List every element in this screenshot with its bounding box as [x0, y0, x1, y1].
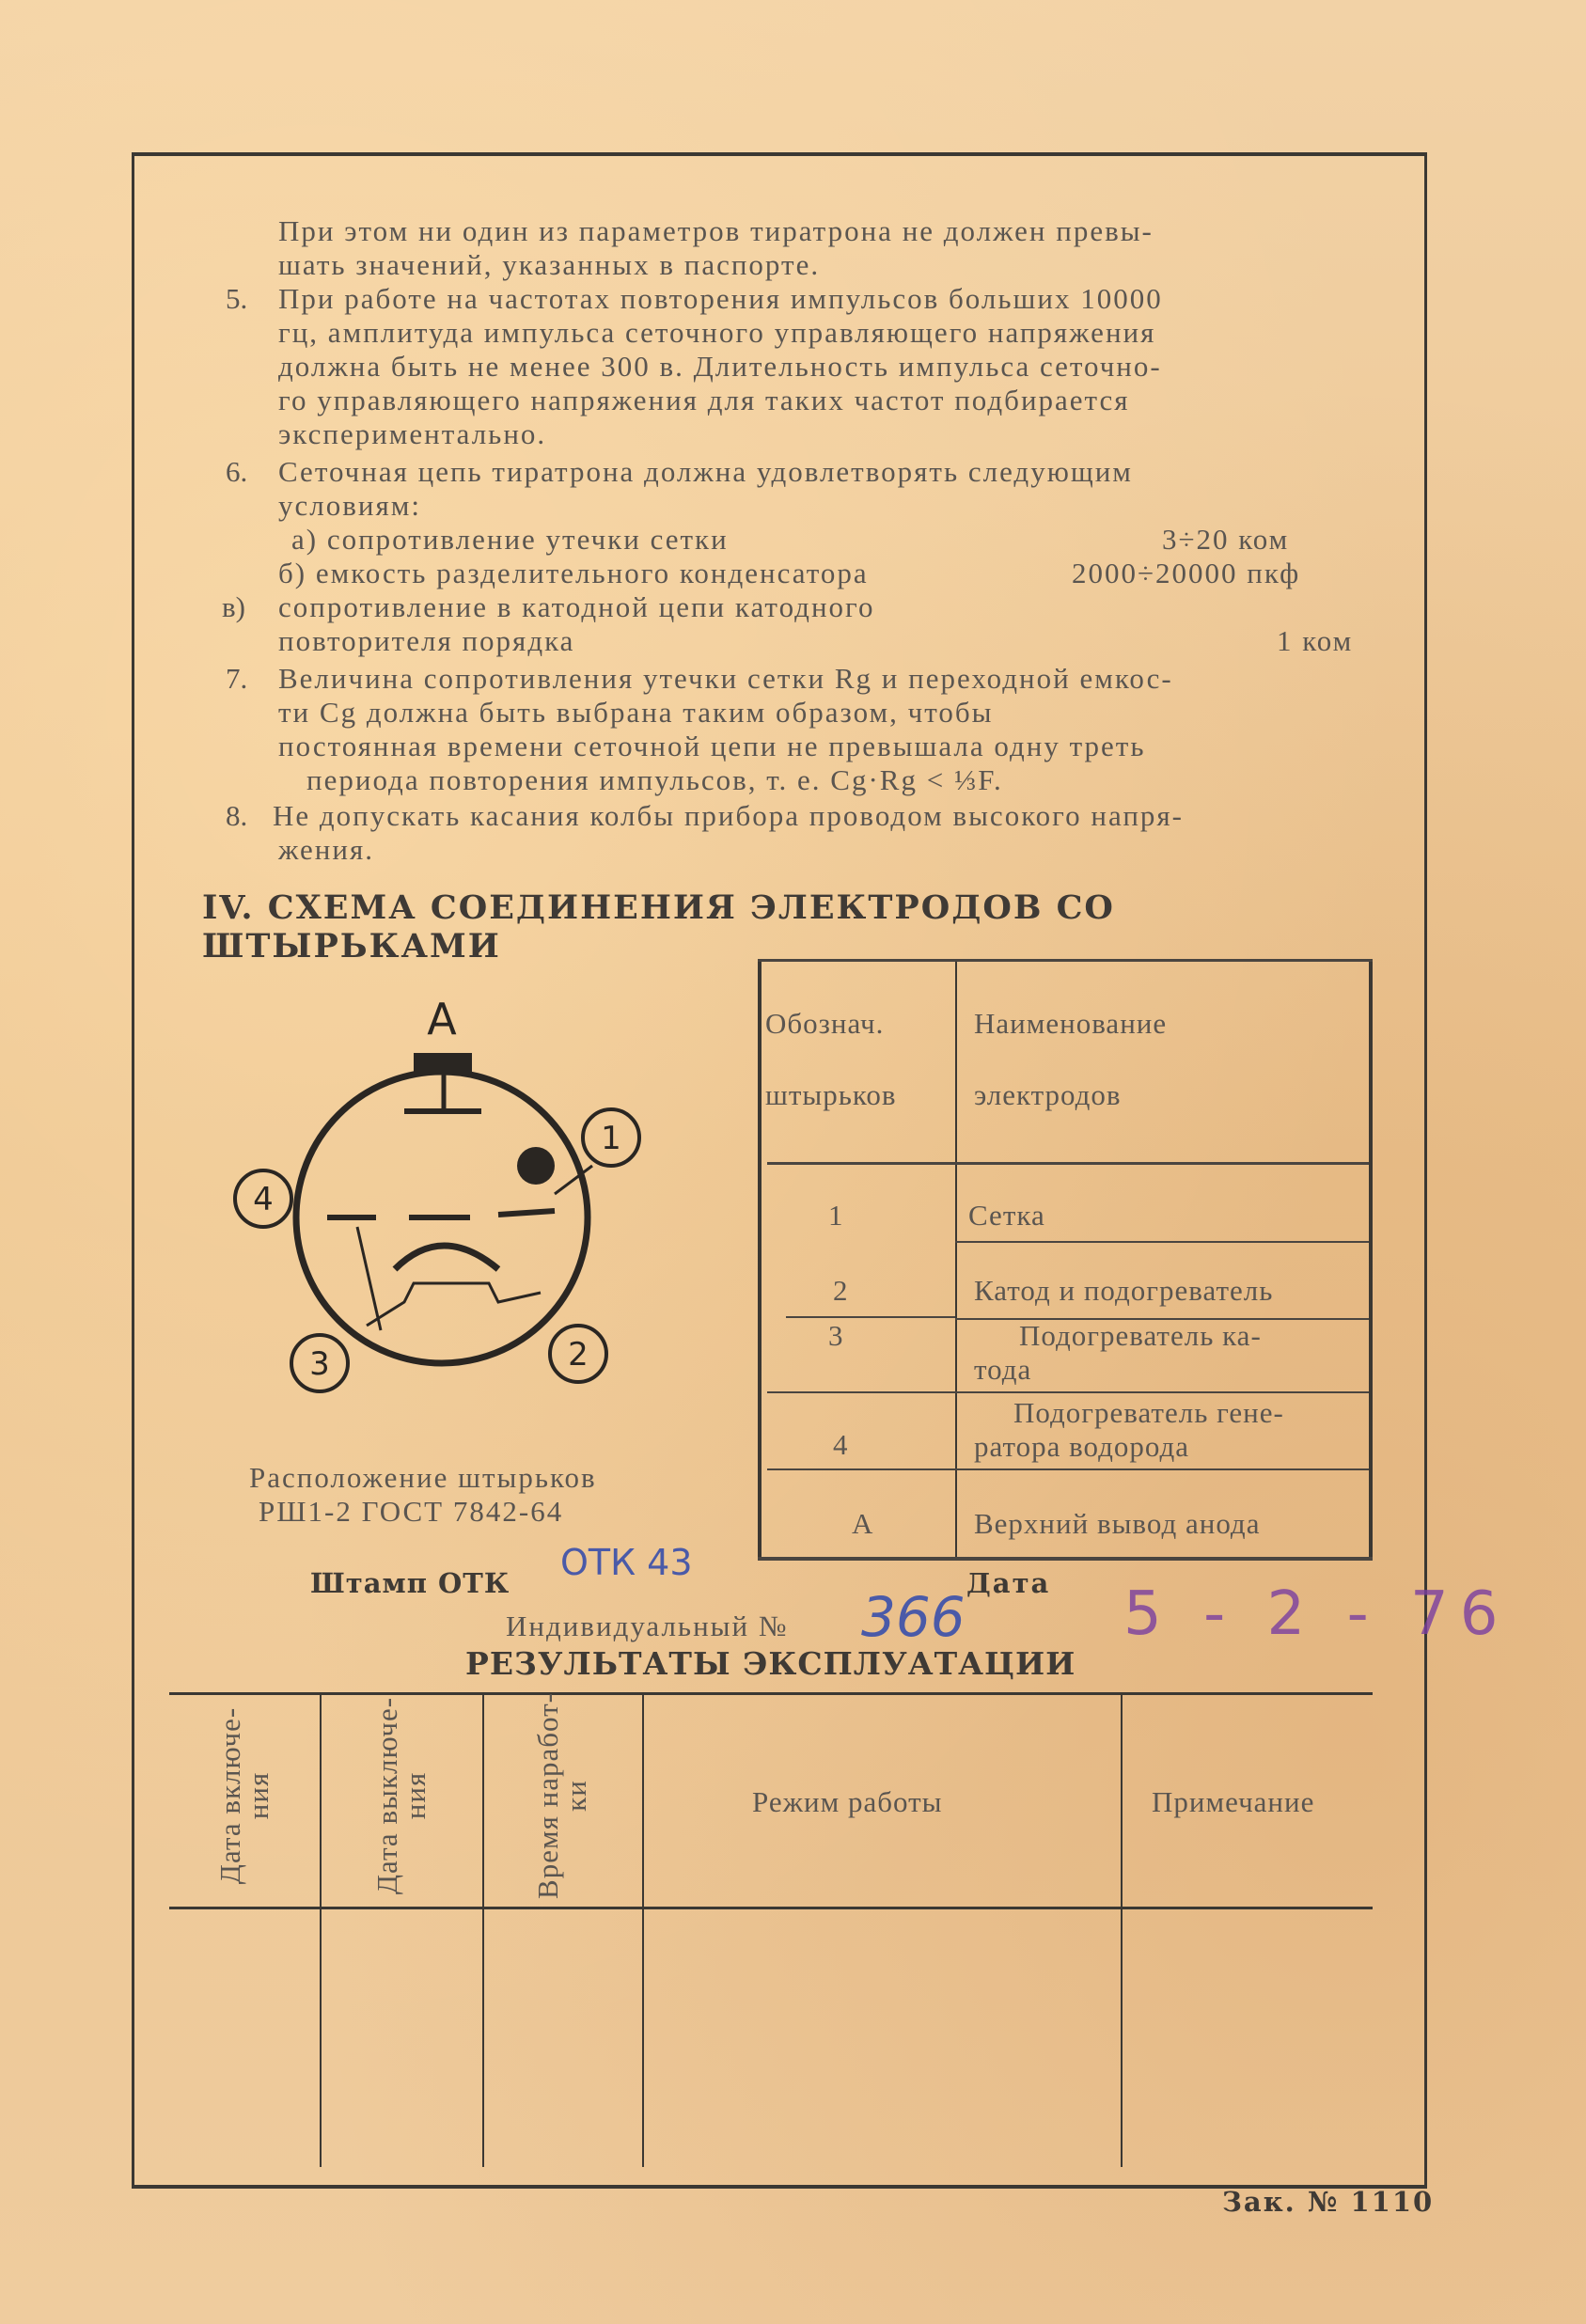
value-text: 1 ком — [1277, 624, 1354, 657]
diagram-caption: РШ1-2 ГОСТ 7842-64 — [259, 1495, 564, 1528]
text-line: б) емкость разделительного конденсатора — [278, 557, 869, 589]
text-line: а) сопротивление утечки сетки — [291, 523, 729, 556]
text-line: условиям: — [278, 489, 421, 522]
name-cell: ратора водорода — [974, 1430, 1190, 1463]
text-line: постоянная времени сеточной цепи не превышала одну треть — [278, 730, 1146, 762]
text-line: При этом ни один из параметров тиратрона не должен превы- — [278, 214, 1154, 247]
item-number: 7. — [226, 662, 248, 695]
pin-cell: А — [852, 1507, 874, 1540]
text-line: го управляющего напряжения для таких частот подбирается — [278, 384, 1130, 416]
col-header: Примечание — [1152, 1785, 1315, 1818]
pin-4-label: 4 — [253, 1181, 274, 1218]
anode-cap — [414, 1053, 472, 1074]
text-line: При работе на частотах повторения импульсов больших 10000 — [278, 282, 1163, 315]
pin-1-label: 1 — [601, 1120, 621, 1157]
value-text: 3÷20 ком — [1162, 523, 1290, 556]
col-header: Время наработ-ки — [531, 1692, 592, 1899]
text-line: сопротивление в катодной цепи катодного — [278, 590, 875, 623]
stamp-label: Штамп ОТК — [310, 1567, 510, 1599]
pin-cell: 3 — [828, 1319, 844, 1352]
individual-number: 366 — [861, 1585, 966, 1649]
text-line: ти Cg должна быть выбрана таким образом, чтобы — [278, 696, 994, 729]
text-line: периода повторения импульсов, т. е. Cg·Rg < ⅓F. — [306, 763, 1003, 796]
date-stamp: 5 - 2 - 76 — [1123, 1579, 1510, 1649]
text-line: экспериментально. — [278, 417, 547, 450]
generator-dot — [517, 1147, 555, 1185]
pin-diagram — [216, 968, 667, 1401]
heater-line — [367, 1283, 541, 1326]
text-line: жения. — [278, 833, 374, 866]
item-mark: в) — [222, 590, 245, 623]
text-line: шать значений, указанных в паспорте. — [278, 248, 821, 281]
header-cell: Наименование — [974, 1007, 1168, 1040]
otk-stamp: ОТК 43 — [560, 1542, 693, 1583]
text-line: гц, амплитуда импульса сеточного управляющего напряжения — [278, 316, 1156, 349]
grid-dash — [498, 1211, 555, 1215]
name-cell: Подогреватель гене- — [1013, 1396, 1284, 1429]
value-text: 2000÷20000 пкф — [1072, 557, 1301, 589]
pin-cell: 1 — [828, 1199, 844, 1232]
results-table — [169, 1692, 1373, 2167]
text-line: должна быть не менее 300 в. Длительность импульса сеточно- — [278, 350, 1162, 383]
wire — [357, 1227, 381, 1330]
diagram-caption: Расположение штырьков — [249, 1461, 597, 1494]
date-label: Дата — [966, 1567, 1051, 1599]
order-number: Зак. № 1110 — [1222, 2186, 1435, 2218]
name-cell: Верхний вывод анода — [974, 1507, 1261, 1540]
item-number: 8. — [226, 799, 248, 832]
header-cell: электродов — [974, 1078, 1122, 1111]
col-header: Режим работы — [752, 1785, 943, 1818]
pin-cell: 2 — [833, 1274, 849, 1307]
anode-label: А — [427, 994, 457, 1044]
header-cell: штырьков — [765, 1078, 897, 1111]
pin-2-label: 2 — [568, 1336, 589, 1374]
section-heading: IV. СХЕМА СОЕДИНЕНИЯ ЭЛЕКТРОДОВ СО ШТЫРЬКАМИ — [202, 888, 1115, 966]
text-line: Сеточная цепь тиратрона должна удовлетворять следующим — [278, 455, 1133, 488]
col-header: Дата включе-ния — [213, 1706, 275, 1885]
text-line: повторителя порядка — [278, 624, 575, 657]
individual-label: Индивидуальный № — [506, 1610, 789, 1642]
text-line: Величина сопротивления утечки сетки Rg и переходной емкос- — [278, 662, 1173, 695]
item-number: 5. — [226, 282, 248, 315]
item-number: 6. — [226, 455, 248, 488]
header-cell: Обознач. — [765, 1007, 885, 1040]
name-cell: Подогреватель ка- — [1019, 1319, 1262, 1352]
results-title: РЕЗУЛЬТАТЫ ЭКСПЛУАТАЦИИ — [465, 1645, 1076, 1682]
pin-cell: 4 — [833, 1428, 849, 1461]
name-cell: Катод и подогреватель — [974, 1274, 1274, 1307]
pin-table — [758, 959, 1373, 1561]
text-line: Не допускать касания колбы прибора проводом высокого напря- — [273, 799, 1184, 832]
name-cell: тода — [974, 1353, 1032, 1386]
name-cell: Сетка — [968, 1199, 1045, 1232]
pin-3-label: 3 — [309, 1345, 330, 1383]
col-header: Дата выключе-ния — [370, 1696, 432, 1895]
cathode-arc — [395, 1246, 498, 1269]
